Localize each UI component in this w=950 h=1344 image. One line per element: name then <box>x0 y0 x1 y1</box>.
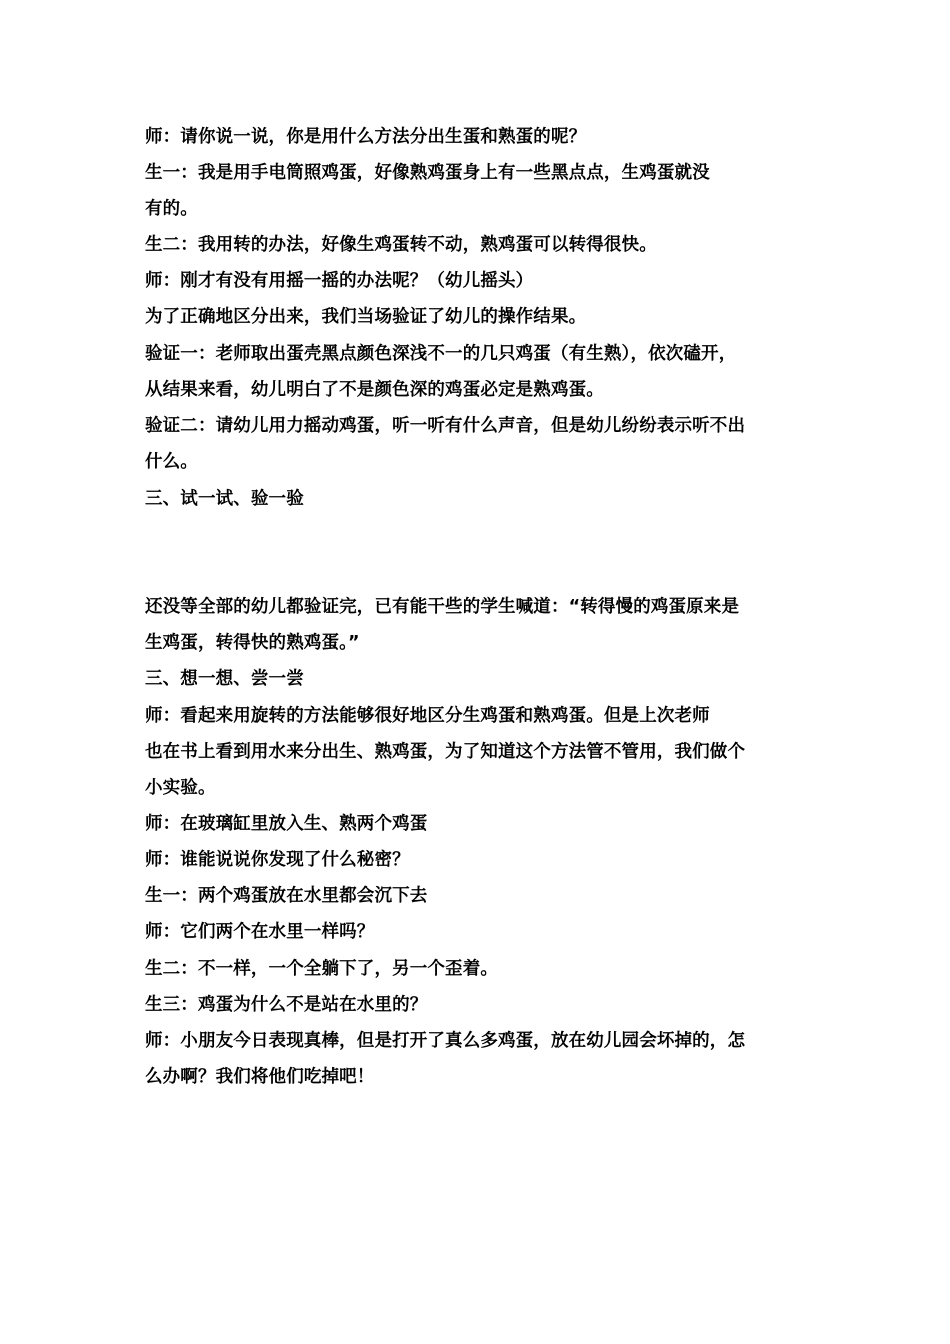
text-line: 生一：两个鸡蛋放在水里都会沉下去 <box>145 886 428 906</box>
text-line: 验证一：老师取出蛋壳黑点颜色深浅不一的几只鸡蛋（有生熟），依次磕开， <box>145 344 737 364</box>
text-line: 师：看起来用旋转的方法能够很好地区分生鸡蛋和熟鸡蛋。但是上次老师 <box>145 706 710 726</box>
text-line: 么办啊？我们将他们吃掉吧！ <box>145 1067 375 1087</box>
text-line: 验证二：请幼儿用力摇动鸡蛋，听一听有什么声音，但是幼儿纷纷表示听不出 <box>145 416 746 436</box>
text-line: 什么。 <box>145 452 198 472</box>
text-line: 生二：我用转的办法，好像生鸡蛋转不动，熟鸡蛋可以转得很快。 <box>145 235 657 255</box>
section-heading: 三、想一想、尝一尝 <box>145 669 304 689</box>
text-line: 为了正确地区分出来，我们当场验证了幼儿的操作结果。 <box>145 307 587 327</box>
text-line: 还没等全部的幼儿都验证完，已有能干些的学生喊道：“转得慢的鸡蛋原来是 <box>145 597 740 617</box>
text-line: 师：小朋友今日表现真棒，但是打开了真么多鸡蛋，放在幼儿园会坏掉的，怎 <box>145 1031 746 1051</box>
text-line: 生二：不一样，一个全躺下了，另一个歪着。 <box>145 959 498 979</box>
text-line: 生三：鸡蛋为什么不是站在水里的？ <box>145 995 428 1015</box>
text-line: 师：在玻璃缸里放入生、熟两个鸡蛋 <box>145 814 428 834</box>
text-line: 师：谁能说说你发现了什么秘密？ <box>145 850 410 870</box>
section-heading: 三、试一试、验一验 <box>145 489 304 509</box>
text-line: 师：它们两个在水里一样吗？ <box>145 922 375 942</box>
text-line: 生一：我是用手电筒照鸡蛋，好像熟鸡蛋身上有一些黑点点，生鸡蛋就没 <box>145 163 710 183</box>
text-line: 小实验。 <box>145 778 216 798</box>
text-line: 生鸡蛋，转得快的熟鸡蛋。” <box>145 633 360 653</box>
text-line: 从结果来看，幼儿明白了不是颜色深的鸡蛋必定是熟鸡蛋。 <box>145 380 604 400</box>
text-line: 有的。 <box>145 199 198 219</box>
text-line: 师：刚才有没有用摇一摇的办法呢？（幼儿摇头） <box>145 271 534 291</box>
text-line: 师：请你说一说，你是用什么方法分出生蛋和熟蛋的呢？ <box>145 127 587 147</box>
text-line: 也在书上看到用水来分出生、熟鸡蛋，为了知道这个方法管不管用，我们做个 <box>145 742 746 762</box>
